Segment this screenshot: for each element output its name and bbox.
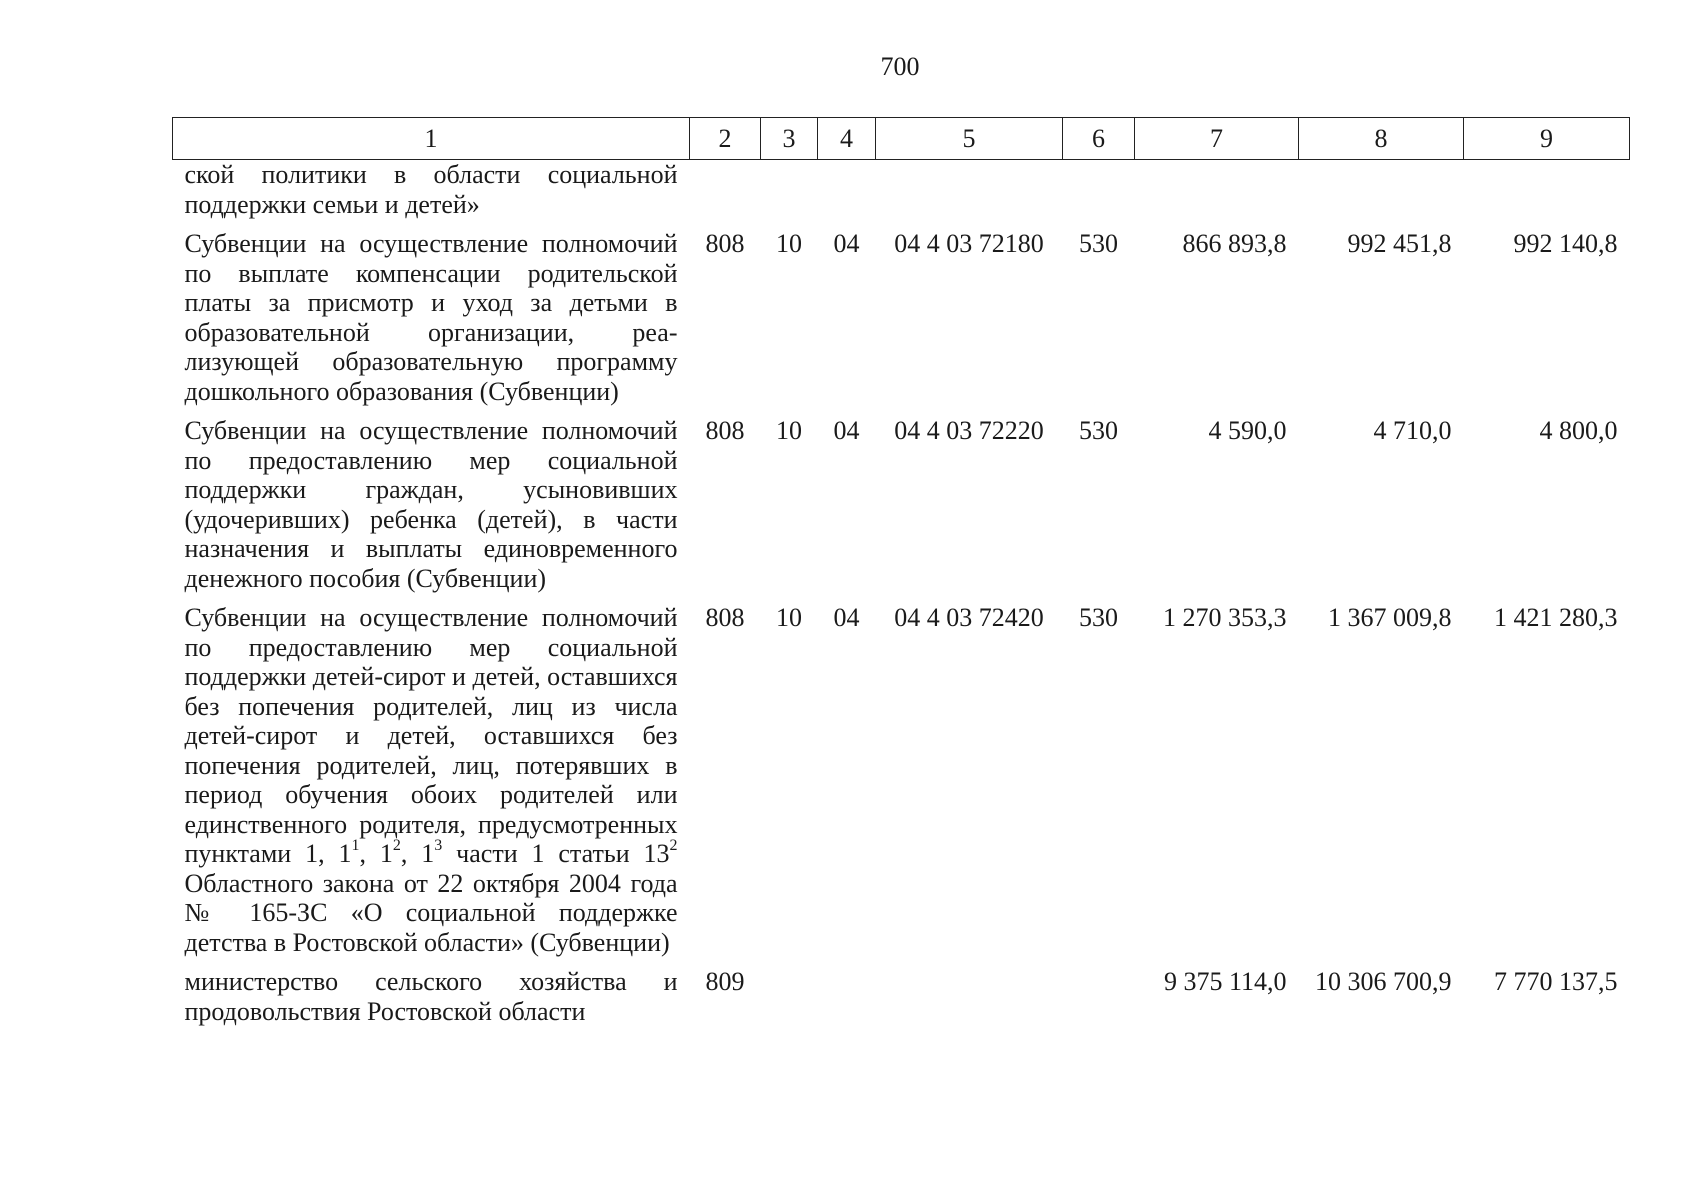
row-name: Субвенции на осуществление полномочий по предоставлению мер социальной поддержки граждан, усыновивших (удочеривших) ребенка (детей), в части назначения и выплаты единовременного денежного пособия (Субвенции)	[184, 416, 678, 593]
header-row	[173, 118, 1630, 160]
header-col-2: 2	[690, 118, 761, 160]
amount-col-8: 992 451,8	[1347, 229, 1452, 258]
table-row	[173, 229, 1630, 416]
row-name-part: , 1	[400, 839, 435, 868]
target-code: 04 4 03 72180	[894, 229, 1044, 258]
superscript: 1	[351, 837, 360, 855]
row-name: Субвенции на осуществление полномочий по выплате компенсации родительской платы за присмотр и уход за детьми в образовательной организации, реализующей образовательную программу дошкольного образования (Субвенции)	[184, 229, 678, 406]
subsection-code	[818, 967, 876, 1036]
section-code	[761, 967, 818, 1036]
table-row	[173, 603, 1630, 967]
ministry-code: 809	[705, 967, 745, 996]
header-col-3: 3	[761, 118, 818, 160]
amount-col-9: 4 800,0	[1539, 416, 1618, 445]
header-col-9: 9	[1464, 118, 1630, 160]
row-name	[173, 603, 690, 967]
superscript: 2	[669, 837, 678, 855]
header-col-5: 5	[876, 118, 1063, 160]
amount-col-9: 1 421 280,3	[1494, 603, 1618, 632]
row-name-part: части 1 статьи 13	[442, 839, 670, 868]
row-name-part: Областного закона от 22 октября 2004 года № 165-ЗС «О социальной поддержке детства в Ростовской области» (Субвенции)	[184, 868, 678, 957]
row-name: ской политики в области социальной поддержки семьи и детей»	[184, 160, 678, 219]
target-code	[876, 967, 1063, 1036]
subsection-code: 04	[833, 416, 860, 445]
section-code: 10	[776, 603, 802, 632]
row-name-part: , 1	[359, 839, 393, 868]
section-code: 10	[776, 229, 802, 258]
superscript: 2	[392, 837, 401, 855]
amount-col-7: 9 375 114,0	[1163, 967, 1287, 996]
table-row	[173, 416, 1630, 603]
expense-type-code: 530	[1079, 416, 1118, 445]
amount-col-8: 10 306 700,9	[1315, 967, 1452, 996]
amount-col-8: 1 367 009,8	[1328, 603, 1452, 632]
subsection-code: 04	[833, 603, 860, 632]
budget-table	[172, 117, 1630, 1036]
ministry-code: 808	[705, 416, 745, 445]
amount-col-8: 4 710,0	[1373, 416, 1452, 445]
expense-type-code: 530	[1079, 603, 1118, 632]
ministry-code: 808	[705, 603, 745, 632]
expense-type-code	[1063, 967, 1135, 1036]
header-col-1: 1	[173, 118, 690, 160]
header-col-8: 8	[1299, 118, 1464, 160]
target-code: 04 4 03 72220	[894, 416, 1044, 445]
amount-col-9: 7 770 137,5	[1494, 967, 1618, 996]
section-code: 10	[776, 416, 802, 445]
amount-col-7: 866 893,8	[1182, 229, 1287, 258]
header-col-4: 4	[818, 118, 876, 160]
amount-col-9: 992 140,8	[1513, 229, 1618, 258]
header-col-6: 6	[1063, 118, 1135, 160]
amount-col-7: 1 270 353,3	[1163, 603, 1287, 632]
table-row	[173, 967, 1630, 1036]
table-body	[173, 160, 1630, 1037]
expense-type-code: 530	[1079, 229, 1118, 258]
table-header	[173, 118, 1630, 160]
amount-col-7: 4 590,0	[1208, 416, 1287, 445]
header-col-7: 7	[1135, 118, 1299, 160]
superscript: 3	[434, 837, 443, 855]
row-name: министерство сельского хозяйства и продовольствия Ростовской области	[184, 967, 678, 1026]
ministry-code: 808	[705, 229, 745, 258]
page-number: 700	[880, 52, 920, 81]
subsection-code: 04	[833, 229, 860, 258]
target-code: 04 4 03 72420	[894, 603, 1044, 632]
row-name-part: Субвенции на осуществление полномочий по предоставлению мер социальной поддержки детей-сирот и детей, оставшихся без попечения родителей, лиц из числа детей-сирот и детей, оставшихся без попечения родителей, лиц, потерявших в период обучения обоих родителей или единственного родителя, предусмотренных пунктами 1, 1	[184, 603, 678, 868]
table-row-continuation	[173, 160, 1630, 230]
